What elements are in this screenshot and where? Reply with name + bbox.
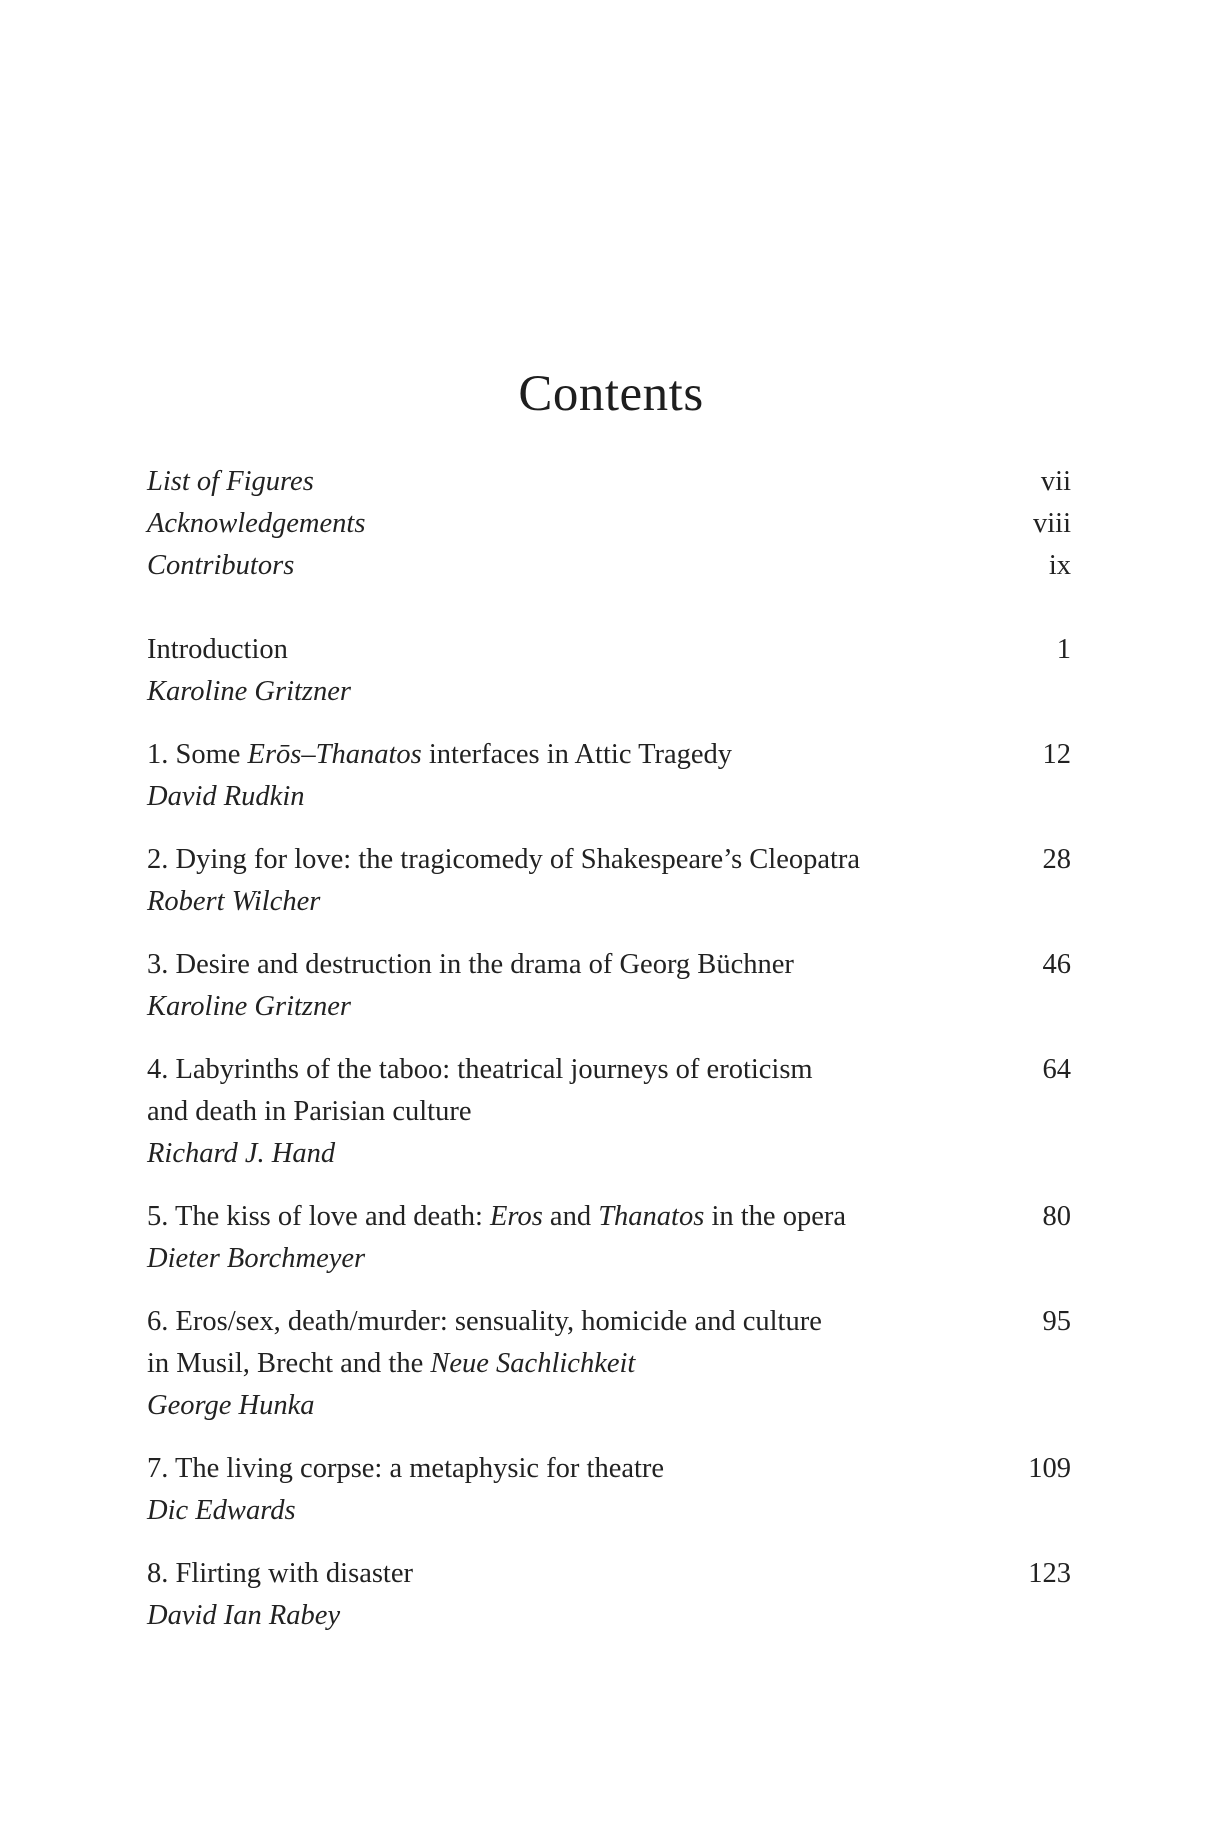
toc-page-number: 109 xyxy=(1028,1453,1071,1484)
toc-author: David Ian Rabey xyxy=(147,1600,341,1631)
toc-author: Robert Wilcher xyxy=(147,886,321,917)
toc-entry-title-line2: and death in Parisian culture xyxy=(147,1096,472,1127)
toc-entry-chapter-5[interactable] xyxy=(147,1196,1071,1238)
toc-entry-author xyxy=(147,1133,1071,1175)
toc-author: Dic Edwards xyxy=(147,1495,296,1526)
toc-entry-author xyxy=(147,986,1071,1028)
toc-entry-title: 2. Dying for love: the tragicomedy of Shakespeare’s Cleopatra xyxy=(147,844,861,875)
toc-entry-title-continued xyxy=(147,1091,1071,1133)
toc-entry-title: 4. Labyrinths of the taboo: theatrical journeys of eroticism xyxy=(147,1054,813,1085)
toc-page-number: 95 xyxy=(1042,1306,1071,1337)
toc-entry-title: 8. Flirting with disaster xyxy=(147,1558,413,1589)
toc-author: David Rudkin xyxy=(147,781,305,812)
toc-entry-title: 6. Eros/sex, death/murder: sensuality, homicide and culture xyxy=(147,1306,822,1337)
toc-author: Richard J. Hand xyxy=(147,1138,336,1169)
toc-entry-title xyxy=(147,734,732,776)
toc-label: List of Figures xyxy=(147,466,314,497)
toc-entry-author xyxy=(147,671,1071,713)
title-part: in Musil, Brecht and the xyxy=(147,1348,431,1379)
toc-entry-author xyxy=(147,776,1071,818)
toc-label: Contributors xyxy=(147,550,295,581)
title-part: 1. Some xyxy=(147,739,248,770)
toc-page-number: 1 xyxy=(1056,634,1071,665)
toc-entry-title-line2 xyxy=(147,1343,635,1385)
toc-front-contributors[interactable] xyxy=(147,545,1071,587)
title-part: and xyxy=(542,1201,599,1232)
toc-page-number: 12 xyxy=(1042,739,1071,770)
toc-entry-chapter-6[interactable] xyxy=(147,1301,1071,1343)
toc-front-list-of-figures[interactable] xyxy=(147,461,1071,503)
toc-author: Dieter Borchmeyer xyxy=(147,1243,366,1274)
toc-page-number: 28 xyxy=(1042,844,1071,875)
toc-entry-author xyxy=(147,1385,1071,1427)
toc-entry-chapter-3[interactable] xyxy=(147,944,1071,986)
toc-entry-title xyxy=(147,1196,846,1238)
toc-page-number: 123 xyxy=(1028,1558,1071,1589)
toc-page-number: ix xyxy=(1048,550,1071,581)
toc-entry-chapter-4[interactable] xyxy=(147,1049,1071,1091)
toc-author: Karoline Gritzner xyxy=(147,991,351,1022)
title-part: interfaces in Attic Tragedy xyxy=(421,739,733,770)
title-part: in the opera xyxy=(704,1201,846,1232)
toc-author: George Hunka xyxy=(147,1390,315,1421)
toc-entry-author xyxy=(147,1595,1071,1637)
toc-page-number: 46 xyxy=(1042,949,1071,980)
title-italic-part: Erōs–Thanatos xyxy=(247,739,422,770)
toc-entry-chapter-8[interactable] xyxy=(147,1553,1071,1595)
toc-page-number: 80 xyxy=(1042,1201,1071,1232)
toc-page-number: 64 xyxy=(1042,1054,1071,1085)
toc-entry-author xyxy=(147,1490,1071,1532)
toc-entry-title-continued xyxy=(147,1343,1071,1385)
toc-label: Acknowledgements xyxy=(147,508,366,539)
title-italic-part: Eros xyxy=(490,1201,543,1232)
toc-entry-chapter-2[interactable] xyxy=(147,839,1071,881)
toc-front-acknowledgements[interactable] xyxy=(147,503,1071,545)
title-italic-part: Thanatos xyxy=(598,1201,705,1232)
toc-entry-author xyxy=(147,881,1071,923)
toc-entry-introduction[interactable] xyxy=(147,629,1071,671)
toc-entry-chapter-1[interactable] xyxy=(147,734,1071,776)
toc-entry-author xyxy=(147,1238,1071,1280)
page-title: Contents xyxy=(518,366,704,422)
toc-entry-title: 7. The living corpse: a metaphysic for theatre xyxy=(147,1453,665,1484)
toc-entry-title: 3. Desire and destruction in the drama of Georg Büchner xyxy=(147,949,794,980)
toc-page-number: viii xyxy=(1032,508,1071,539)
toc-entry-title: Introduction xyxy=(147,634,288,665)
toc-page-number: vii xyxy=(1040,466,1071,497)
toc-entry-chapter-7[interactable] xyxy=(147,1448,1071,1490)
toc-author: Karoline Gritzner xyxy=(147,676,351,707)
title-part: 5. The kiss of love and death: xyxy=(147,1201,490,1232)
title-italic-part: Neue Sachlichkeit xyxy=(430,1348,636,1379)
